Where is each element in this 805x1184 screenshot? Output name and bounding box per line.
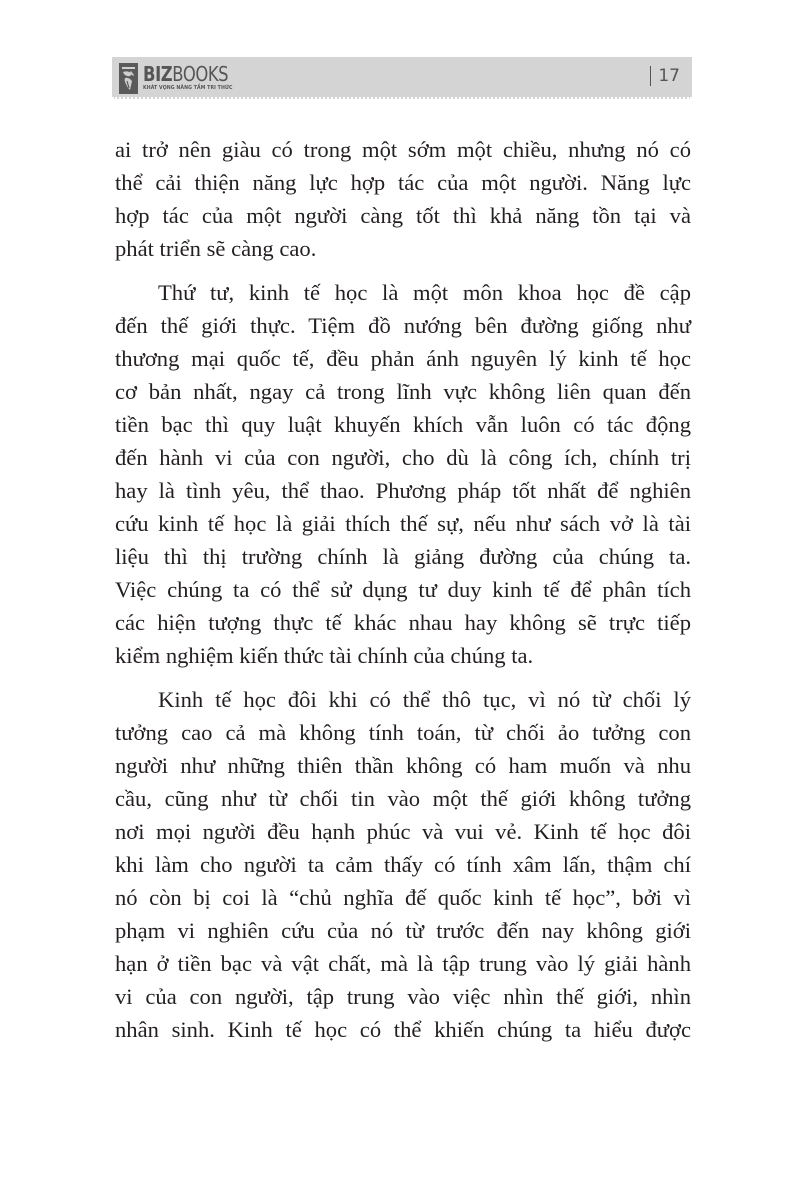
publisher-logo <box>119 62 248 94</box>
text-line: hay là tình yêu, thể thao. Phương pháp tốt nhất để nghiên <box>115 478 691 503</box>
text-line: Kinh tế học đôi khi có thể thô tục, vì nó từ chối lý <box>158 687 691 712</box>
text-line: thương mại quốc tế, đều phản ánh nguyên lý kinh tế học <box>115 346 691 371</box>
text-line: các hiện tượng thực tế khác nhau hay không sẽ trực tiếp <box>115 610 691 635</box>
text-line: Việc chúng ta có thể sử dụng tư duy kinh tế để phân tích <box>115 577 691 602</box>
logo-wordmark <box>143 62 229 87</box>
text-line: khi làm cho người ta cảm thấy có tính xâm lấn, thậm chí <box>115 852 691 877</box>
page-number-value: 17 <box>658 66 680 86</box>
text-line: Thứ tư, kinh tế học là một môn khoa học đề cập <box>158 280 691 305</box>
text-line: hạn ở tiền bạc và vật chất, mà là tập trung vào lý giải hành <box>115 951 691 976</box>
logo-name-regular: BOOKS <box>172 62 229 87</box>
text-line: ai trở nên giàu có trong một sớm một chiều, nhưng nó có <box>115 137 691 162</box>
text-line: kiểm nghiệm kiến thức tài chính của chúng ta. <box>115 643 534 668</box>
text-line: cơ bản nhất, ngay cả trong lĩnh vực không liên quan đến <box>115 379 691 404</box>
paragraph-3 <box>115 683 691 1046</box>
text-line: vi của con người, tập trung vào việc nhìn thế giới, nhìn <box>115 984 691 1009</box>
text-line: đến hành vi của con người, cho dù là công ích, chính trị <box>115 445 691 470</box>
logo-name-bold: BIZ <box>143 62 173 87</box>
text-line: nơi mọi người đều hạnh phúc và vui vẻ. Kinh tế học đôi <box>115 819 691 844</box>
paragraph-2 <box>115 276 691 672</box>
text-line: tưởng cao cả mà không tính toán, từ chối ảo tưởng con <box>115 720 691 745</box>
text-line: cứu kinh tế học là giải thích thế sự, nếu như sách vở là tài <box>115 511 691 536</box>
text-line: hợp tác của một người càng tốt thì khả năng tồn tại và <box>115 203 691 228</box>
logo-tagline: KHÁT VỌNG NÂNG TẦM TRI THỨC <box>143 85 233 92</box>
text-line: phát triển sẽ càng cao. <box>115 236 317 261</box>
text-line: đến thế giới thực. Tiệm đồ nướng bên đường giống như <box>115 313 691 338</box>
page-body <box>115 133 691 1057</box>
page-number <box>650 66 680 86</box>
paragraph-1 <box>115 133 691 265</box>
text-line: thể cải thiện năng lực hợp tác của một người. Năng lực <box>115 170 691 195</box>
text-line: tiền bạc thì quy luật khuyến khích vẫn luôn có tác động <box>115 412 691 437</box>
text-line: nó còn bị coi là “chủ nghĩa đế quốc kinh tế học”, bởi vì <box>115 885 691 910</box>
text-line: phạm vi nghiên cứu của nó từ trước đến nay không giới <box>115 918 691 943</box>
text-line: người như những thiên thần không có ham muốn và nhu <box>115 753 691 778</box>
text-line: liệu thì thị trường chính là giảng đường của chúng ta. <box>115 544 691 569</box>
running-header <box>112 57 692 99</box>
text-line: cầu, cũng như từ chối tin vào một thế giới không tưởng <box>115 786 691 811</box>
bizbooks-logo-icon <box>119 63 138 94</box>
text-line: nhân sinh. Kinh tế học có thể khiến chúng ta hiểu được <box>115 1017 691 1042</box>
page-number-separator <box>650 66 651 86</box>
